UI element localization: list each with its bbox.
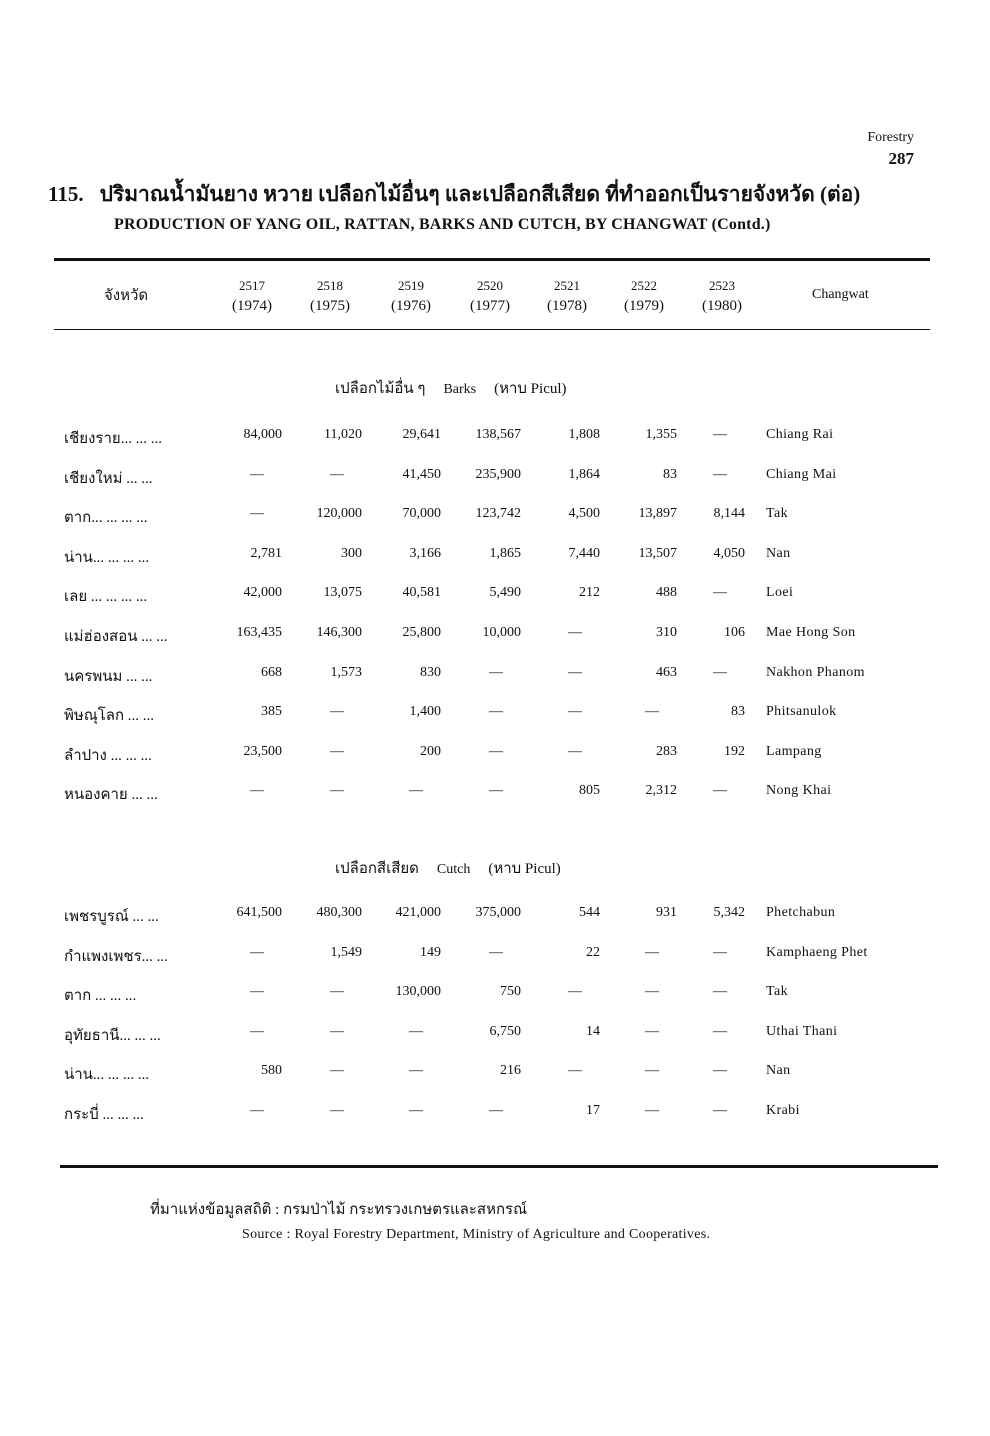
value-cell: 83 bbox=[731, 704, 745, 720]
header-rule bbox=[54, 329, 930, 330]
value-cell: — bbox=[568, 1063, 582, 1079]
value-cell: — bbox=[330, 743, 344, 759]
value-cell: — bbox=[568, 743, 582, 759]
value-cell: 805 bbox=[579, 783, 600, 799]
value-cell: 1,864 bbox=[568, 466, 600, 482]
year-ce: (1975) bbox=[310, 298, 350, 314]
changwat-thai: พิษณุโลก ... ... bbox=[64, 708, 155, 725]
value-cell: 488 bbox=[656, 585, 677, 601]
changwat-english: Chiang Rai bbox=[766, 427, 834, 442]
changwat-english: Tak bbox=[766, 984, 788, 1000]
table-number: 115. bbox=[48, 182, 84, 206]
value-cell: — bbox=[250, 944, 264, 960]
value-cell: — bbox=[713, 466, 727, 482]
table-row bbox=[0, 1062, 990, 1084]
changwat-thai: เลย ... ... ... ... bbox=[64, 589, 148, 606]
value-cell: — bbox=[250, 984, 264, 1000]
changwat-thai: น่าน... ... ... ... bbox=[64, 549, 150, 566]
changwat-thai: เพชรบูรณ์ ... ... bbox=[64, 909, 159, 925]
value-cell: 13,897 bbox=[638, 506, 677, 522]
value-cell: 40,581 bbox=[402, 585, 441, 601]
year-be: 2520 bbox=[477, 278, 503, 293]
value-cell: 2,781 bbox=[250, 545, 282, 561]
table-row bbox=[0, 466, 990, 488]
changwat-english: Loei bbox=[766, 585, 794, 601]
value-cell: 23,500 bbox=[243, 743, 282, 759]
section-title-english: Cutch bbox=[436, 862, 471, 877]
value-cell: — bbox=[713, 1103, 727, 1118]
value-cell: — bbox=[330, 466, 344, 482]
value-cell: 22 bbox=[586, 944, 600, 960]
table-row bbox=[0, 624, 990, 646]
changwat-thai: เชียงราย... ... ... bbox=[64, 431, 162, 447]
value-cell: — bbox=[330, 1023, 344, 1039]
value-cell: 4,500 bbox=[568, 506, 600, 522]
changwat-english: Chiang Mai bbox=[766, 466, 837, 482]
value-cell: 2,312 bbox=[645, 783, 677, 799]
value-cell: 421,000 bbox=[395, 905, 441, 920]
table-row bbox=[0, 505, 990, 527]
changwat-english: Nan bbox=[766, 545, 791, 561]
year-ce: (1977) bbox=[470, 298, 510, 314]
value-cell: — bbox=[250, 466, 264, 482]
changwat-thai: แม่ฮ่องสอน ... ... bbox=[64, 629, 168, 645]
year-be: 2519 bbox=[398, 278, 424, 293]
value-cell: — bbox=[409, 1023, 423, 1039]
changwat-english: Lampang bbox=[766, 743, 822, 759]
changwat-thai: เชียงใหม่ ... ... bbox=[64, 470, 153, 487]
value-cell: 212 bbox=[579, 585, 600, 601]
value-cell: — bbox=[409, 783, 423, 799]
column-header-english: Changwat bbox=[812, 287, 869, 302]
changwat-english: Nakhon Phanom bbox=[766, 664, 865, 680]
title-thai-text: ปริมาณน้ำมันยาง หวาย เปลือกไม้อื่นๆ และเปลือกสีเสียด ที่ทำออกเป็นรายจังหวัด (ต่อ) bbox=[99, 182, 861, 206]
value-cell: — bbox=[645, 984, 659, 1000]
value-cell: 4,050 bbox=[713, 545, 745, 561]
table-row bbox=[0, 904, 990, 926]
year-be: 2523 bbox=[709, 278, 735, 293]
table-row bbox=[0, 664, 990, 686]
year-header bbox=[455, 275, 525, 317]
value-cell: — bbox=[330, 984, 344, 1000]
value-cell: 10,000 bbox=[482, 625, 521, 640]
year-be: 2522 bbox=[631, 278, 657, 293]
value-cell: 7,440 bbox=[568, 545, 600, 561]
value-cell: 3,166 bbox=[409, 545, 441, 561]
value-cell: 149 bbox=[420, 944, 441, 960]
value-cell: — bbox=[330, 1103, 344, 1118]
changwat-english: Nan bbox=[766, 1063, 791, 1079]
section-title-thai: เปลือกไม้อื่น ๆ bbox=[335, 381, 426, 397]
changwat-thai: นครพนม ... ... bbox=[64, 668, 153, 685]
year-be: 2521 bbox=[554, 278, 580, 293]
value-cell: — bbox=[568, 625, 582, 640]
value-cell: 120,000 bbox=[316, 506, 362, 522]
table-row bbox=[0, 743, 990, 765]
year-header bbox=[609, 275, 679, 317]
changwat-english: Mae Hong Son bbox=[766, 625, 856, 640]
table-row bbox=[0, 782, 990, 804]
value-cell: — bbox=[713, 1023, 727, 1039]
value-cell: 385 bbox=[261, 704, 282, 720]
table-row bbox=[0, 426, 990, 448]
value-cell: 931 bbox=[656, 905, 677, 920]
section-title-thai: เปลือกสีเสียด bbox=[335, 861, 419, 877]
value-cell: — bbox=[409, 1103, 423, 1118]
value-cell: 1,400 bbox=[409, 704, 441, 720]
value-cell: — bbox=[250, 783, 264, 799]
value-cell: 13,507 bbox=[638, 545, 677, 561]
value-cell: 1,549 bbox=[330, 944, 362, 960]
value-cell: — bbox=[713, 664, 727, 680]
source-english: Source : Royal Forestry Department, Ministry of Agriculture and Cooperatives. bbox=[242, 1227, 711, 1242]
value-cell: — bbox=[330, 704, 344, 720]
value-cell: 830 bbox=[420, 664, 441, 680]
value-cell: — bbox=[713, 585, 727, 601]
table-row bbox=[0, 1023, 990, 1045]
section-title-english: Barks bbox=[443, 382, 477, 397]
value-cell: 1,808 bbox=[568, 427, 600, 442]
value-cell: — bbox=[489, 743, 503, 759]
value-cell: 25,800 bbox=[402, 625, 441, 640]
year-ce: (1978) bbox=[547, 298, 587, 314]
value-cell: — bbox=[489, 1103, 503, 1118]
value-cell: 750 bbox=[500, 984, 521, 1000]
value-cell: 106 bbox=[724, 625, 745, 640]
value-cell: — bbox=[713, 944, 727, 960]
changwat-english: Tak bbox=[766, 506, 788, 522]
value-cell: — bbox=[489, 944, 503, 960]
value-cell: 641,500 bbox=[236, 905, 282, 920]
value-cell: — bbox=[489, 664, 503, 680]
year-header bbox=[532, 275, 602, 317]
value-cell: 544 bbox=[579, 905, 600, 920]
value-cell: 310 bbox=[656, 625, 677, 640]
value-cell: — bbox=[713, 984, 727, 1000]
page-number: 287 bbox=[888, 149, 914, 168]
table-row bbox=[0, 983, 990, 1005]
value-cell: 5,490 bbox=[489, 585, 521, 601]
value-cell: — bbox=[489, 783, 503, 799]
value-cell: 41,450 bbox=[402, 466, 441, 482]
value-cell: 300 bbox=[341, 545, 362, 561]
value-cell: 200 bbox=[420, 743, 441, 759]
section-label: Forestry bbox=[867, 130, 914, 145]
table-title-thai bbox=[48, 178, 860, 211]
year-be: 2518 bbox=[317, 278, 343, 293]
value-cell: — bbox=[568, 664, 582, 680]
table-row bbox=[0, 944, 990, 966]
value-cell: — bbox=[330, 783, 344, 799]
changwat-thai: ตาก ... ... ... bbox=[64, 988, 137, 1005]
value-cell: — bbox=[250, 506, 264, 522]
table-row bbox=[0, 545, 990, 567]
year-ce: (1980) bbox=[702, 298, 742, 314]
value-cell: 14 bbox=[586, 1023, 600, 1039]
value-cell: — bbox=[713, 427, 727, 442]
value-cell: 283 bbox=[656, 743, 677, 759]
changwat-english: Kamphaeng Phet bbox=[766, 944, 868, 960]
changwat-thai: น่าน... ... ... ... bbox=[64, 1067, 150, 1084]
year-ce: (1976) bbox=[391, 298, 431, 314]
changwat-thai: อุทัยธานี... ... ... bbox=[64, 1027, 161, 1044]
value-cell: 216 bbox=[500, 1063, 521, 1079]
value-cell: — bbox=[645, 1023, 659, 1039]
value-cell: 123,742 bbox=[475, 506, 521, 522]
value-cell: — bbox=[568, 704, 582, 720]
value-cell: 1,865 bbox=[489, 545, 521, 561]
value-cell: 8,144 bbox=[713, 506, 745, 522]
value-cell: — bbox=[568, 984, 582, 1000]
value-cell: 1,573 bbox=[330, 664, 362, 680]
value-cell: — bbox=[645, 704, 659, 720]
year-header bbox=[217, 275, 287, 317]
value-cell: 84,000 bbox=[243, 427, 282, 442]
value-cell: — bbox=[250, 1103, 264, 1118]
value-cell: 668 bbox=[261, 664, 282, 680]
value-cell: — bbox=[713, 783, 727, 799]
value-cell: 1,355 bbox=[645, 427, 677, 442]
value-cell: — bbox=[713, 1063, 727, 1079]
value-cell: — bbox=[409, 1063, 423, 1079]
value-cell: 463 bbox=[656, 664, 677, 680]
changwat-thai: ลำปาง ... ... ... bbox=[64, 747, 152, 764]
value-cell: — bbox=[645, 944, 659, 960]
changwat-english: Phetchabun bbox=[766, 905, 836, 920]
value-cell: 5,342 bbox=[713, 905, 745, 920]
value-cell: — bbox=[645, 1063, 659, 1079]
changwat-thai: กระบี่ ... ... ... bbox=[64, 1107, 144, 1123]
value-cell: 70,000 bbox=[402, 506, 441, 522]
value-cell: 163,435 bbox=[236, 625, 282, 640]
changwat-thai: กำแพงเพชร... ... bbox=[64, 948, 168, 965]
value-cell: 375,000 bbox=[475, 905, 521, 920]
changwat-english: Krabi bbox=[766, 1103, 800, 1118]
value-cell: 17 bbox=[586, 1103, 600, 1118]
value-cell: 480,300 bbox=[316, 905, 362, 920]
value-cell: 235,900 bbox=[475, 466, 521, 482]
value-cell: 580 bbox=[261, 1063, 282, 1079]
value-cell: 11,020 bbox=[324, 427, 362, 442]
table-row bbox=[0, 703, 990, 725]
value-cell: 13,075 bbox=[323, 585, 362, 601]
section-cutch-title bbox=[335, 856, 561, 880]
section-barks-title bbox=[335, 376, 567, 400]
source-thai: ที่มาแห่งข้อมูลสถิติ : กรมป่าไม้ กระทรวงเกษตรและสหกรณ์ bbox=[150, 1202, 528, 1218]
value-cell: — bbox=[250, 1023, 264, 1039]
year-ce: (1979) bbox=[624, 298, 664, 314]
value-cell: 6,750 bbox=[489, 1023, 521, 1039]
year-ce: (1974) bbox=[232, 298, 272, 314]
changwat-thai: หนองคาย ... ... bbox=[64, 787, 158, 804]
value-cell: 130,000 bbox=[395, 984, 441, 1000]
changwat-thai: ตาก... ... ... ... bbox=[64, 510, 148, 527]
value-cell: 138,567 bbox=[475, 427, 521, 442]
table-row bbox=[0, 584, 990, 606]
top-rule bbox=[54, 258, 930, 261]
value-cell: 42,000 bbox=[243, 585, 282, 601]
section-unit: (หาบ Picul) bbox=[494, 381, 567, 397]
value-cell: — bbox=[645, 1103, 659, 1118]
value-cell: 29,641 bbox=[402, 427, 441, 442]
bottom-rule bbox=[60, 1165, 938, 1168]
year-be: 2517 bbox=[239, 278, 265, 293]
column-header-thai: จังหวัด bbox=[104, 288, 149, 304]
year-header bbox=[376, 275, 446, 317]
changwat-english: Uthai Thani bbox=[766, 1023, 838, 1039]
table-row bbox=[0, 1102, 990, 1124]
value-cell: 192 bbox=[724, 743, 745, 759]
value-cell: 83 bbox=[663, 466, 677, 482]
value-cell: — bbox=[330, 1063, 344, 1079]
table-title-english: PRODUCTION OF YANG OIL, RATTAN, BARKS AND CUTCH, BY CHANGWAT (Contd.) bbox=[114, 216, 771, 233]
value-cell: — bbox=[489, 704, 503, 720]
value-cell: 146,300 bbox=[316, 625, 362, 640]
changwat-english: Phitsanulok bbox=[766, 704, 837, 720]
section-unit: (หาบ Picul) bbox=[488, 861, 561, 877]
year-header bbox=[295, 275, 365, 317]
year-header bbox=[687, 275, 757, 317]
changwat-english: Nong Khai bbox=[766, 783, 832, 799]
